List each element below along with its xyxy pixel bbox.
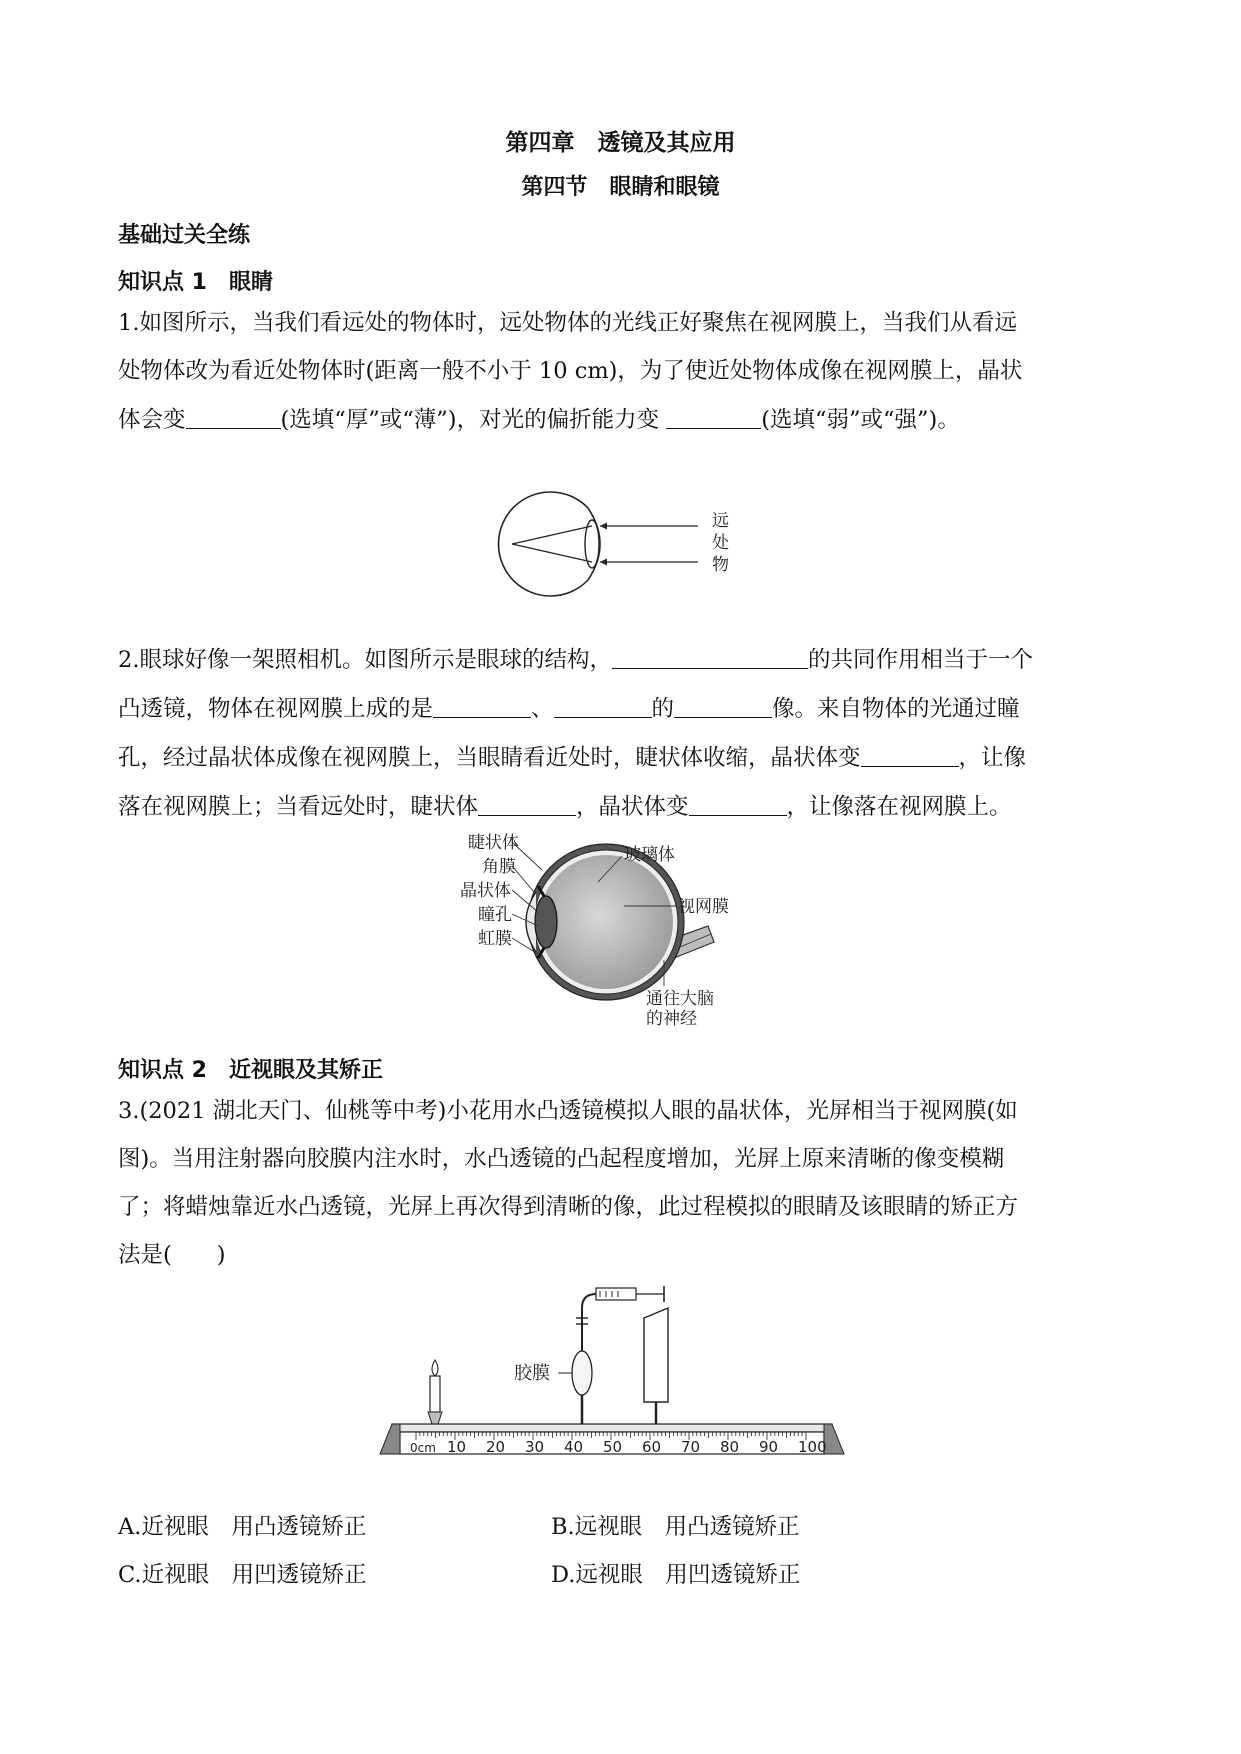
q1-line-1: 1.如图所示，当我们看远处的物体时，远处物体的光线正好聚焦在视网膜上，当我们从看远 (118, 310, 1017, 336)
light-screen (644, 1308, 668, 1424)
practice-title: 基础过关全练 (118, 223, 251, 248)
q2-text-2d: 像。来自物体的光通过瞳 (772, 696, 1020, 722)
scale-label: 10 (447, 1438, 467, 1456)
q3-line-1: 3.(2021 湖北天门、仙桃等中考)小花用水凸透镜模拟人眼的晶状体，光屏相当于视网膜(如 (118, 1098, 1018, 1124)
q3-optical-bench-figure (386, 1278, 846, 1458)
scale-label: 0cm (410, 1441, 436, 1455)
scale-label: 90 (759, 1438, 779, 1456)
q2-text-4c: ，让像落在视网膜上。 (786, 794, 1012, 820)
fig1-label-3: 物 (712, 555, 729, 575)
q2-blank-3[interactable] (554, 697, 652, 718)
rail-right-foot (824, 1424, 844, 1454)
cornea-outline (588, 508, 600, 580)
scale-label: 40 (564, 1438, 584, 1456)
q2-line-4 (118, 795, 1012, 819)
option-a[interactable]: A.近视眼 用凸透镜矫正 (118, 1514, 367, 1540)
q2-text-2c: 的 (651, 696, 675, 722)
rail-top (392, 1424, 832, 1432)
ray-bottom-refracted (512, 544, 592, 562)
q1-line-3 (118, 408, 960, 432)
q2-text-3a: 孔，经过晶状体成像在视网膜上，当眼睛看近处时，睫状体收缩，晶状体变 (118, 745, 861, 771)
q2-blank-5[interactable] (861, 746, 959, 767)
q2-text-4a: 落在视网膜上；当看远处时，睫状体 (118, 794, 479, 820)
q1-text-3a: 体会变 (118, 407, 186, 433)
option-c[interactable]: C.近视眼 用凹透镜矫正 (118, 1562, 367, 1588)
q2-blank-7[interactable] (689, 795, 787, 816)
q2-blank-2[interactable] (433, 697, 531, 718)
option-b[interactable]: B.远视眼 用凸透镜矫正 (551, 1514, 800, 1540)
q2-text-2b: 、 (531, 696, 554, 722)
label-nerve-1: 通往大脑 (646, 989, 714, 1009)
label-retina: 视网膜 (678, 897, 729, 917)
q1-text-3b: (选填“厚”或“薄”)，对光的偏折能力变 (280, 407, 667, 433)
fig1-label-1: 远 (712, 511, 729, 531)
q2-text-2a: 凸透镜，物体在视网膜上成的是 (118, 696, 434, 722)
label-ciliary-body: 睫状体 (468, 833, 519, 853)
q2-text-3b: ，让像 (958, 745, 1027, 771)
water-convex-lens (572, 1351, 592, 1395)
q2-line-2 (118, 697, 1020, 721)
scale-label: 60 (642, 1438, 662, 1456)
q3-line-3: 了；将蜡烛靠近水凸透镜，光屏上再次得到清晰的像，此过程模拟的眼睛及该眼睛的矫正方 (118, 1194, 1019, 1220)
q1-blank-2[interactable] (666, 408, 761, 429)
q2-blank-1[interactable] (612, 648, 808, 669)
q2-line-3 (118, 746, 1026, 770)
label-nerve-2: 的神经 (646, 1009, 697, 1029)
crystalline-lens (535, 896, 557, 948)
rail-left-foot (380, 1424, 400, 1454)
q2-line-1 (118, 648, 1033, 672)
section-title: 第四节 眼睛和眼镜 (521, 175, 720, 200)
chapter-title: 第四章 透镜及其应用 (505, 130, 736, 156)
label-pupil: 瞳孔 (478, 905, 512, 925)
fig1-label-2: 处 (712, 533, 729, 553)
label-iris: 虹膜 (478, 929, 512, 949)
option-d[interactable]: D.远视眼 用凹透镜矫正 (551, 1562, 801, 1588)
vitreous-body (539, 855, 673, 989)
q2-blank-4[interactable] (674, 697, 772, 718)
scale-label: 80 (720, 1438, 740, 1456)
knowledge-point-1: 知识点 1 眼睛 (118, 270, 273, 295)
q1-text-3c: (选填“弱”或“强”)。 (761, 407, 960, 433)
q1-eye-figure (500, 490, 760, 600)
knowledge-point-2: 知识点 2 近视眼及其矫正 (118, 1058, 383, 1083)
q1-line-2: 处物体改为看近处物体时(距离一般不小于 10 cm)，为了使近处物体成像在视网膜上，晶状 (118, 358, 1023, 384)
scale-label: 70 (681, 1438, 701, 1456)
label-lens: 晶状体 (460, 881, 511, 901)
q2-eye-structure-figure (460, 826, 798, 1029)
q2-blank-6[interactable] (478, 795, 576, 816)
scale-label: 50 (603, 1438, 623, 1456)
q2-text-1a: 2.眼球好像一架照相机。如图所示是眼球的结构， (118, 647, 612, 673)
q2-text-4b: ，晶状体变 (576, 794, 689, 820)
ray-top-refracted (512, 526, 592, 544)
scale-label: 100 (798, 1438, 827, 1456)
label-vitreous: 玻璃体 (624, 845, 675, 865)
q3-line-2: 图)。当用注射器向胶膜内注水时，水凸透镜的凸起程度增加，光屏上原来清晰的像变模糊 (118, 1146, 1005, 1172)
scale-label: 30 (525, 1438, 545, 1456)
eyeball-outline (498, 492, 588, 596)
q3-line-4: 法是( ) (118, 1242, 226, 1268)
q1-blank-1[interactable] (186, 408, 281, 429)
q2-text-1b: 的共同作用相当于一个 (807, 647, 1033, 673)
scale-label: 20 (486, 1438, 506, 1456)
label-cornea: 角膜 (482, 857, 516, 877)
candle (428, 1360, 442, 1424)
membrane-label: 胶膜 (514, 1363, 550, 1384)
